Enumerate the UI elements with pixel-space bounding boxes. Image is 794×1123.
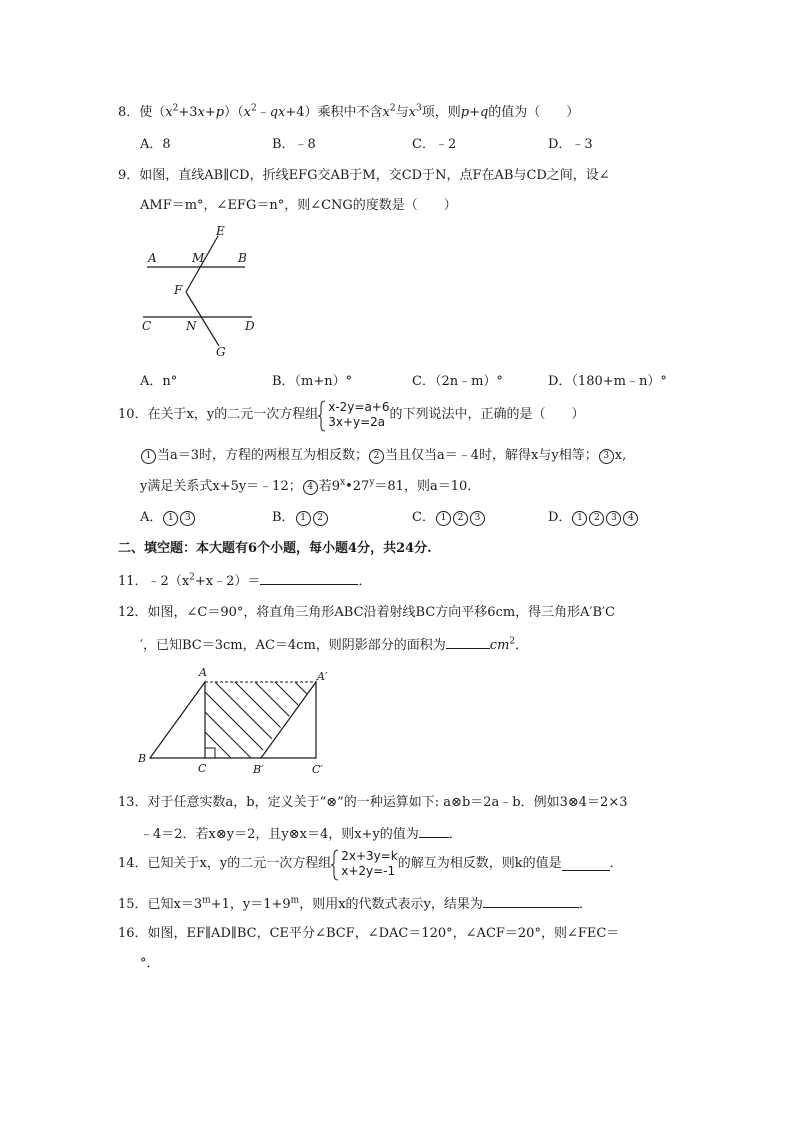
q12-label-c: C xyxy=(198,762,207,775)
q14-answer-blank[interactable] xyxy=(562,857,610,871)
q12-label-a: A xyxy=(199,666,207,679)
q9-stem-line2: AMF＝m°，∠EFG＝n°，则∠CNG的度数是（ ） xyxy=(140,198,457,213)
q8-stem: 8．使$(x^2+3x+p)(x^2﹣qx+4)$乘积中不含$x^2$与$x^3$项，则p+q的值为（ ） xyxy=(118,103,580,120)
q12-label-b: B xyxy=(138,752,147,765)
q8-option-d[interactable]: D．﹣3 xyxy=(548,137,593,152)
q11-stem: 11．$﹣2(x^2+x﹣2)=$ ． xyxy=(118,572,372,589)
q10-stem: 10．在关于x，y的二元一次方程组 x-2y=a+6 3x+y=2a 的下列说法中，正确的是（ ） xyxy=(118,400,585,429)
q9-label-c: C xyxy=(142,319,152,333)
q13-stem-line2: ﹣4＝2．若x⊗y＝2，且y⊗x＝4，则x+y的值为 ． xyxy=(140,824,462,844)
q14-stem: 14．已知关于x，y的二元一次方程组 2x+3y=k x+2y=-1 的解互为相反数，则k的值是 ． xyxy=(118,849,623,878)
q9-label-a: A xyxy=(148,251,157,265)
q9-option-a[interactable]: A．n° xyxy=(140,374,178,389)
q15-stem: 15．已知$x=3^m+1$，$y=1+9^m$，则用x的代数式表示y，结果为 ． xyxy=(118,895,592,912)
q9-label-m: M xyxy=(192,251,205,265)
q12-stem-line1: 12．如图，∠C＝90°，将直角三角形ABC沿着射线BC方向平移6cm，得三角形A′B′C xyxy=(118,605,615,620)
q13-stem-line1: 13．对于任意实数a，b，定义关于“⊗”的一种运算如下: a⊗b＝2a﹣b．例如3⊗4＝2×3 xyxy=(118,795,628,810)
q16-stem-line2: °． xyxy=(140,956,160,971)
q10-option-c[interactable]: C． 1 2 3 xyxy=(412,509,486,527)
q12-label-b-prime: B′ xyxy=(253,763,264,776)
q9-label-f: F xyxy=(174,283,183,297)
q10-statements-line2: y满足关系式x+5y＝﹣12； 4 若$9^x•27^y=81$，则a＝10． xyxy=(140,477,481,494)
q12-label-c-prime: C′ xyxy=(312,763,323,776)
q10-option-a[interactable]: A． 1 3 xyxy=(140,509,196,527)
q9-option-b[interactable]: B．（m+n）° xyxy=(272,374,353,389)
q9-label-b: B xyxy=(238,251,247,265)
q13-answer-blank[interactable] xyxy=(419,824,449,838)
section-2-heading: 二、填空题：本大题有6个小题，每小题4分，共24分. xyxy=(118,541,432,556)
q9-option-d[interactable]: D．（180+m﹣n）° xyxy=(548,374,667,389)
q9-label-e: E xyxy=(216,224,225,238)
q10-option-b[interactable]: B． 1 2 xyxy=(272,509,329,527)
q10-statements-line1: 1 当a＝3时，方程的两根互为相反数； 2 当且仅当a＝﹣4时，解得x与y相等； 3 x, xyxy=(140,447,626,465)
q9-figure xyxy=(130,222,270,362)
q14-equation-system: 2x+3y=k x+2y=-1 xyxy=(331,849,398,879)
q16-stem-line1: 16．如图，EF∥AD∥BC，CE平分∠BCF，∠DAC＝120°，∠ACF＝20°，则∠FEC＝ xyxy=(118,926,620,941)
q15-answer-blank[interactable] xyxy=(483,894,579,908)
q11-answer-blank[interactable] xyxy=(260,571,358,585)
q9-option-c[interactable]: C．（2n﹣m）° xyxy=(412,374,503,389)
q12-label-a-prime: A′ xyxy=(317,670,328,683)
q9-label-d: D xyxy=(245,319,255,333)
q9-stem-line1: 9．如图，直线AB∥CD，折线EFG交AB于M，交CD于N，点F在AB与CD之间，设∠ xyxy=(118,168,610,183)
q10-equation-system: x-2y=a+6 3x+y=2a xyxy=(318,400,389,430)
q12-figure xyxy=(130,662,345,782)
q10-option-d[interactable]: D． 1 2 3 4 xyxy=(548,509,639,527)
q12-triangle-abc xyxy=(150,682,205,758)
q8-option-c[interactable]: C．﹣2 xyxy=(412,137,457,152)
q9-label-n: N xyxy=(186,319,197,333)
q9-label-g: G xyxy=(216,345,226,359)
q12-stem-line2: ′，已知BC＝3cm，AC＝4cm，则阴影部分的面积为 $cm^2$． xyxy=(140,636,529,653)
q12-answer-blank[interactable] xyxy=(446,635,490,649)
q12-triangle-a2b2c2 xyxy=(261,682,316,758)
q8-option-b[interactable]: B．﹣8 xyxy=(272,137,316,152)
q8-option-a[interactable]: A．8 xyxy=(140,137,171,152)
